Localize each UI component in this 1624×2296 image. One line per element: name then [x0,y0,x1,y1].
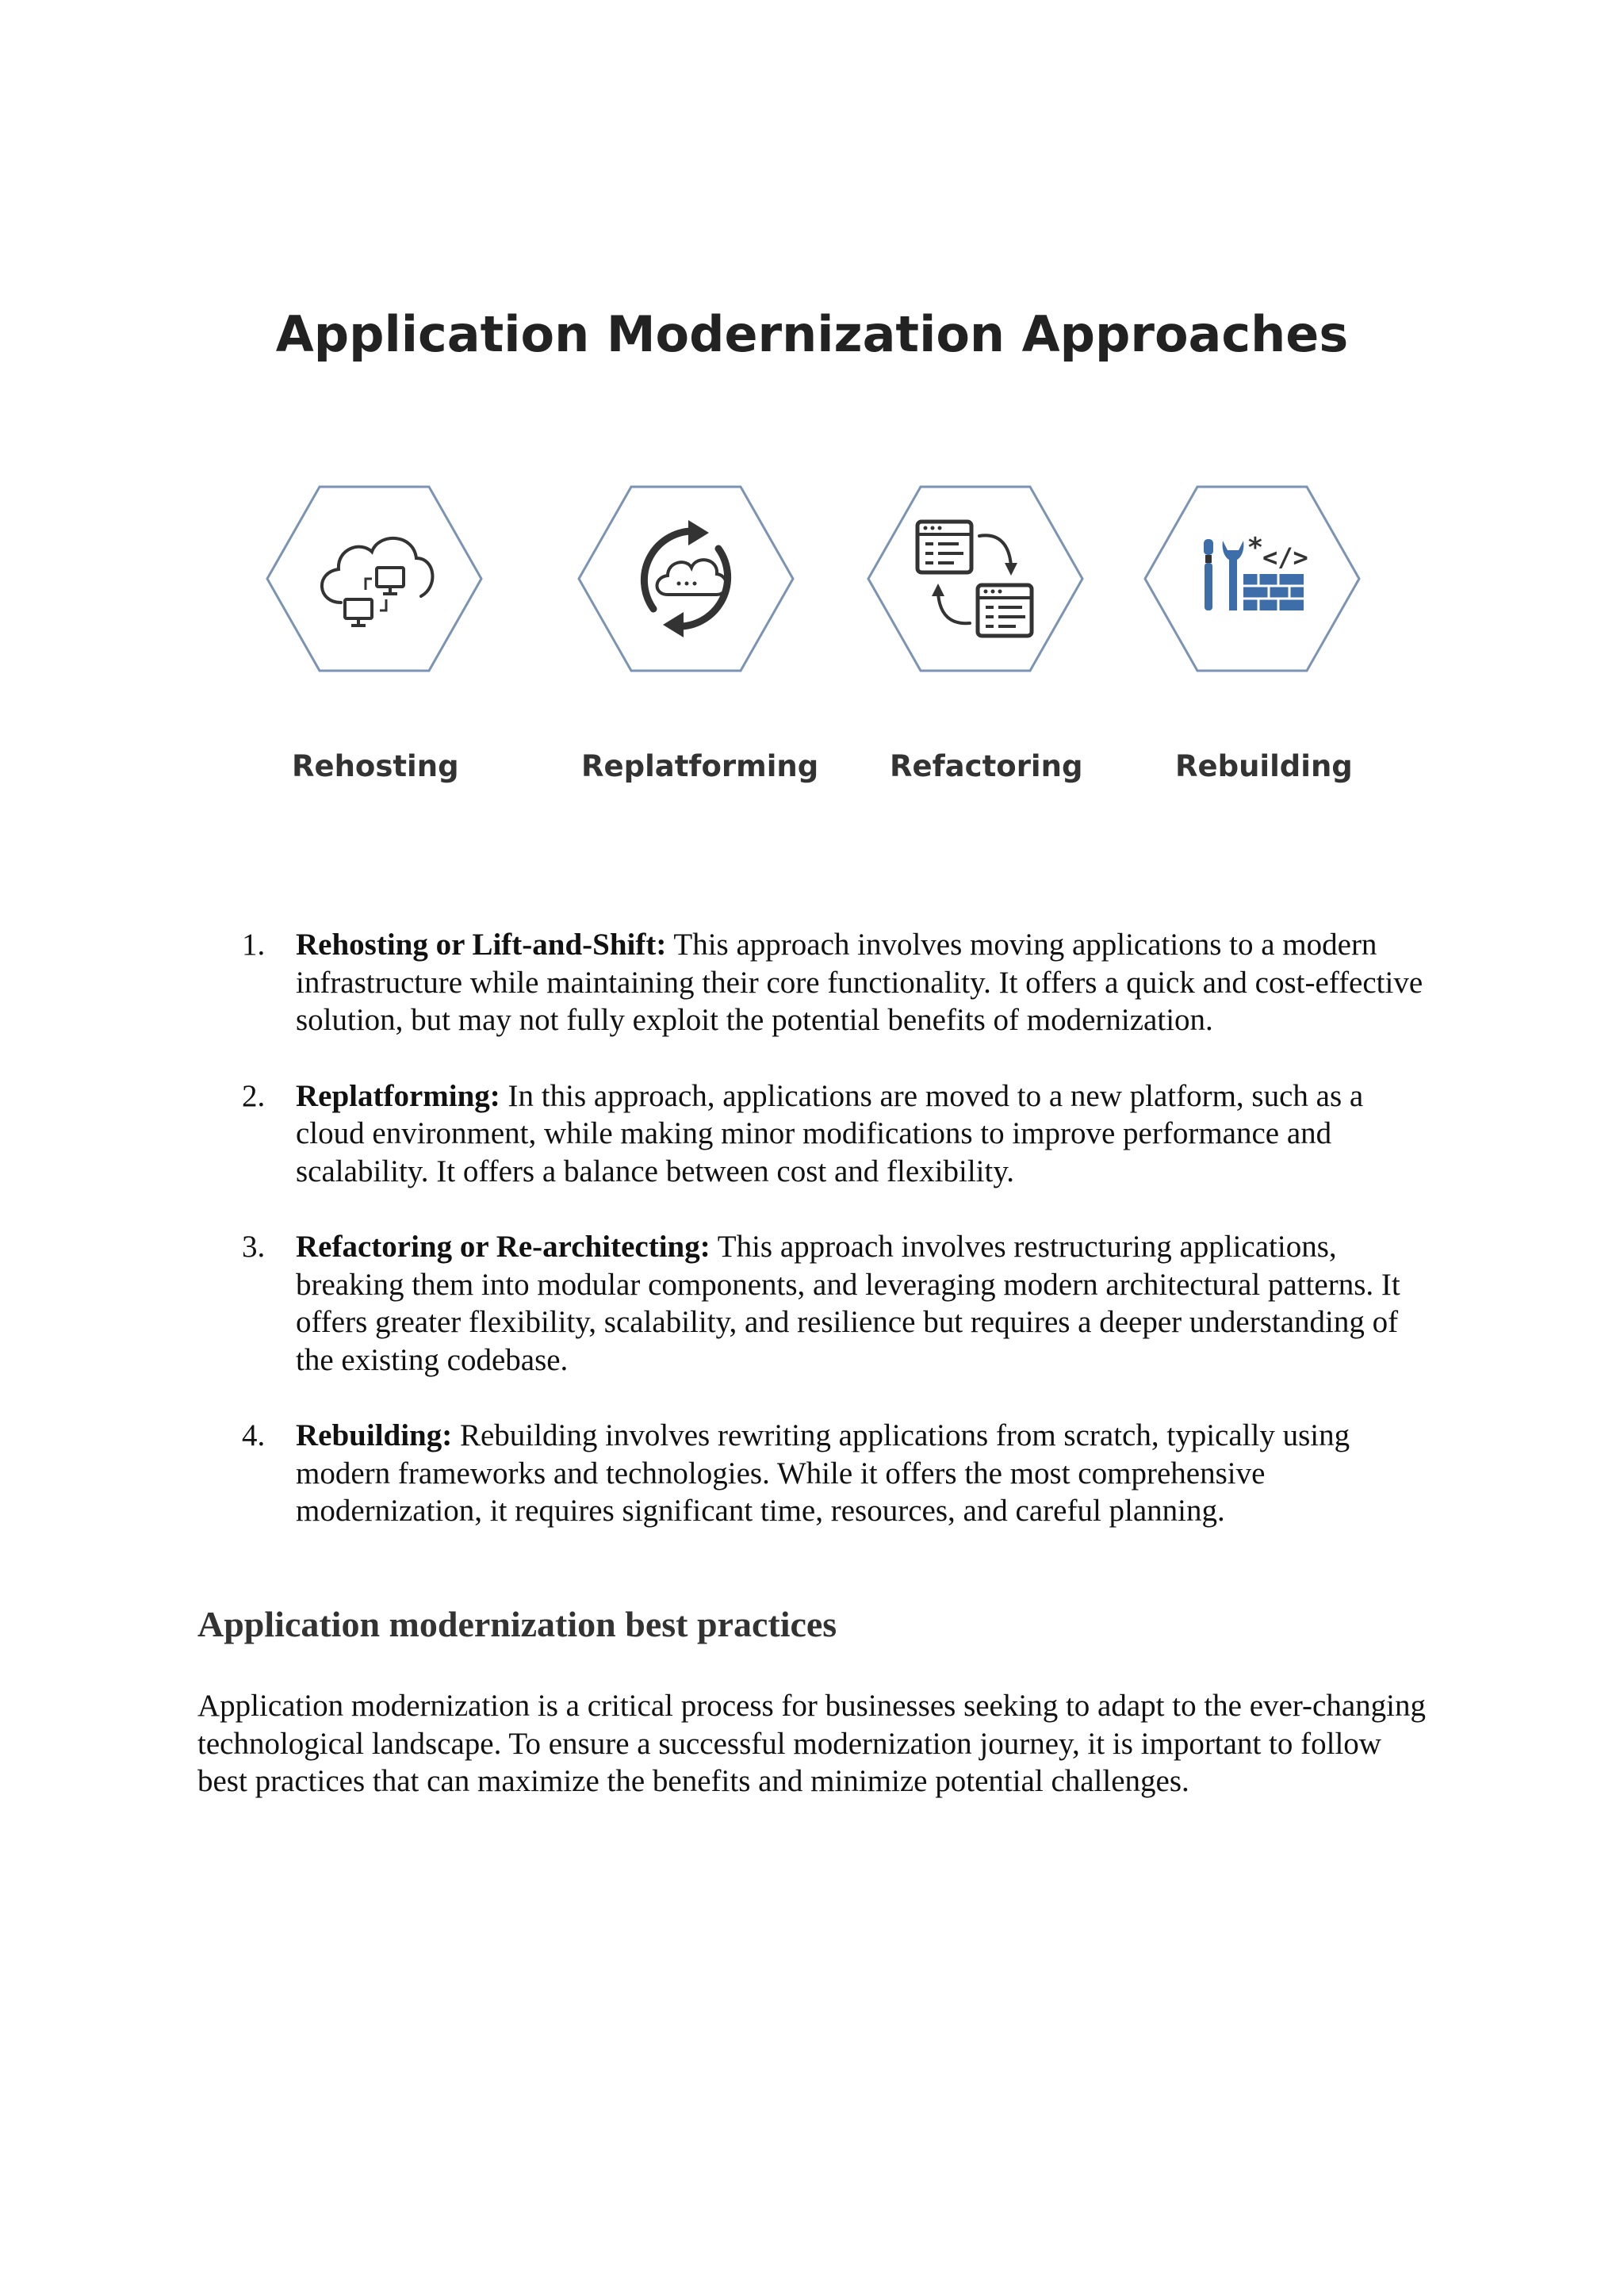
list-number: 3. [242,1230,266,1264]
list-text: In this approach, applications are moved to a new platform, such as a cloud environment, while making minor modifications to improve performance and scalability. It offers a balance between cost and flexibility. [296,1078,1364,1188]
code-windows-swap-icon [867,484,1084,674]
list-item [242,1228,1439,1379]
list-number: 1. [242,928,266,962]
list-text: Rebuilding involves rewriting applications from scratch, typically using modern frameworks and technologies. While it offers the most comprehensive modernization, it requires significant time, resources, and careful planning. [296,1418,1350,1528]
approach-label-rebuilding: Rebuilding [1175,749,1353,783]
approach-label-refactoring: Refactoring [890,749,1083,783]
section-heading: Application modernization best practices [197,1604,837,1644]
list-number: 2. [242,1078,266,1113]
list-number: 4. [242,1418,266,1452]
cloud-computers-icon [266,484,483,674]
approach-label-rehosting: Rehosting [292,749,459,783]
list-term: Rehosting or Lift-and-Shift: [296,928,667,962]
list-item [242,1077,1439,1191]
approach-replatforming [577,484,795,674]
tools-code-icon [1143,484,1361,674]
list-term: Refactoring or Re-architecting: [296,1230,710,1264]
cloud-sync-icon [577,484,795,674]
svg-text:*: * [1248,532,1262,564]
figure-title: Application Modernization Approaches [275,305,1349,363]
list-item [242,926,1439,1039]
list-text: This approach involves restructuring applications, breaking them into modular components, and leveraging modern architectural patterns. It offers greater flexibility, scalability, and resilience but requires a deeper understanding of the existing codebase. [296,1230,1400,1377]
list-item [242,1417,1439,1530]
section-paragraph: Application modernization is a critical process for businesses seeking to adapt to the ever-changing technological landscape. To ensure a successful modernization journey, it is important to follow best practices that can maximize the benefits and minimize potential challenges. [197,1689,1426,1798]
list-term: Rebuilding: [296,1418,453,1452]
svg-text:</>: </> [1262,542,1308,572]
approach-rehosting [266,484,483,674]
approaches-list [242,926,1439,1568]
list-term: Replatforming: [296,1078,500,1113]
approach-label-replatforming: Replatforming [581,749,819,783]
list-text: This approach involves moving applications to a modern infrastructure while maintaining their core functionality. It offers a quick and cost-effective solution, but may not fully exploit the potential benefits of modernization. [296,928,1423,1037]
approach-refactoring [867,484,1084,674]
approach-rebuilding [1143,484,1361,674]
